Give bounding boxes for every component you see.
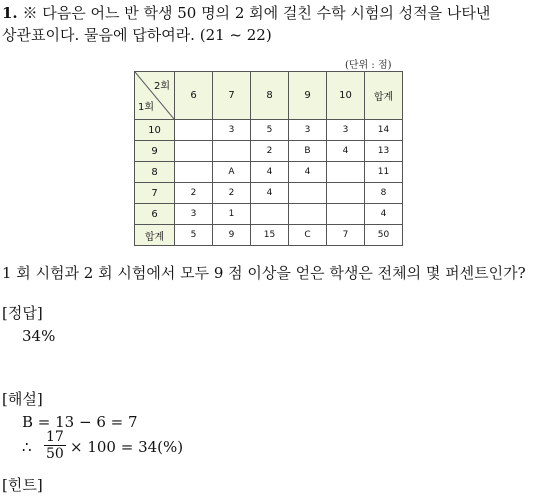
table-cell: 4: [365, 204, 403, 225]
question-text-1: ※ 다음은 어느 반 학생 50 명의 2 회에 걸친 수학 시험의 성적을 나타낸: [22, 4, 491, 22]
row-header: 10: [135, 120, 175, 141]
table-row: [135, 183, 403, 204]
corner-top-label: 2회: [153, 81, 170, 92]
table-cell: 2: [213, 183, 251, 204]
table-header-row: [135, 72, 403, 120]
table-cell: [327, 162, 365, 183]
table-cell: [213, 141, 251, 162]
table-cell: 3: [289, 120, 327, 141]
table-row: [135, 120, 403, 141]
row-header: 합계: [135, 225, 175, 246]
fraction-numerator: 17: [46, 429, 64, 445]
hint-label: [힌트]: [2, 476, 43, 494]
row-header: 8: [135, 162, 175, 183]
table-cell: 4: [327, 141, 365, 162]
solution-fraction: [44, 429, 66, 462]
therefore-symbol: ∴: [22, 438, 32, 456]
table-cell: 2: [175, 183, 213, 204]
solution-line-1: B = 13 − 6 = 7: [22, 413, 138, 431]
table-cell: 9: [213, 225, 251, 246]
table-cell: [289, 204, 327, 225]
column-header: 9: [289, 72, 327, 120]
column-header: 6: [175, 72, 213, 120]
table-cell: 8: [365, 183, 403, 204]
table-cell: 1: [213, 204, 251, 225]
sub-question: 1 회 시험과 2 회 시험에서 모두 9 점 이상을 얻은 학생은 전체의 몇 퍼센트인가?: [2, 264, 526, 282]
table-cell: B: [289, 141, 327, 162]
row-header: 6: [135, 204, 175, 225]
table-cell: 50: [365, 225, 403, 246]
table-row: [135, 204, 403, 225]
table-cell: 4: [251, 183, 289, 204]
table-cell: [175, 120, 213, 141]
solution-label: [해설]: [2, 390, 43, 408]
table-cell: 13: [365, 141, 403, 162]
solution-line-2: × 100 = 34(%): [70, 438, 184, 456]
corner-bottom-label: 1회: [138, 102, 155, 113]
unit-label: (단위 : 점): [345, 60, 392, 71]
table-row: [135, 162, 403, 183]
table-cell: 2: [251, 141, 289, 162]
table-cell: 11: [365, 162, 403, 183]
answer-label: [정답]: [2, 304, 43, 322]
table-cell: C: [289, 225, 327, 246]
table-cell: 5: [251, 120, 289, 141]
column-header: 7: [213, 72, 251, 120]
table-row: [135, 225, 403, 246]
table-cell: A: [213, 162, 251, 183]
table-cell: [175, 162, 213, 183]
table-cell: 4: [251, 162, 289, 183]
table-cell: 3: [327, 120, 365, 141]
table-row: [135, 141, 403, 162]
table-cell: [327, 204, 365, 225]
table-cell: 15: [251, 225, 289, 246]
question-number: 1.: [2, 4, 18, 22]
table-cell: [289, 183, 327, 204]
table-cell: [175, 141, 213, 162]
row-header: 7: [135, 183, 175, 204]
table-cell: 4: [289, 162, 327, 183]
table-cell: [251, 204, 289, 225]
corner-cell: [135, 72, 175, 120]
table-cell: 3: [175, 204, 213, 225]
table-cell: 5: [175, 225, 213, 246]
row-header: 9: [135, 141, 175, 162]
question-line-2: 상관표이다. 물음에 답하여라. (21 ~ 22): [2, 26, 272, 44]
table-cell: 7: [327, 225, 365, 246]
column-header: 10: [327, 72, 365, 120]
answer-value: 34%: [22, 327, 56, 345]
table-cell: 3: [213, 120, 251, 141]
question-line-1: [2, 2, 490, 23]
fraction-denominator: 50: [46, 446, 64, 462]
correlation-table: [134, 71, 403, 246]
column-header: 합계: [365, 72, 403, 120]
column-header: 8: [251, 72, 289, 120]
table-cell: 14: [365, 120, 403, 141]
table-cell: [327, 183, 365, 204]
